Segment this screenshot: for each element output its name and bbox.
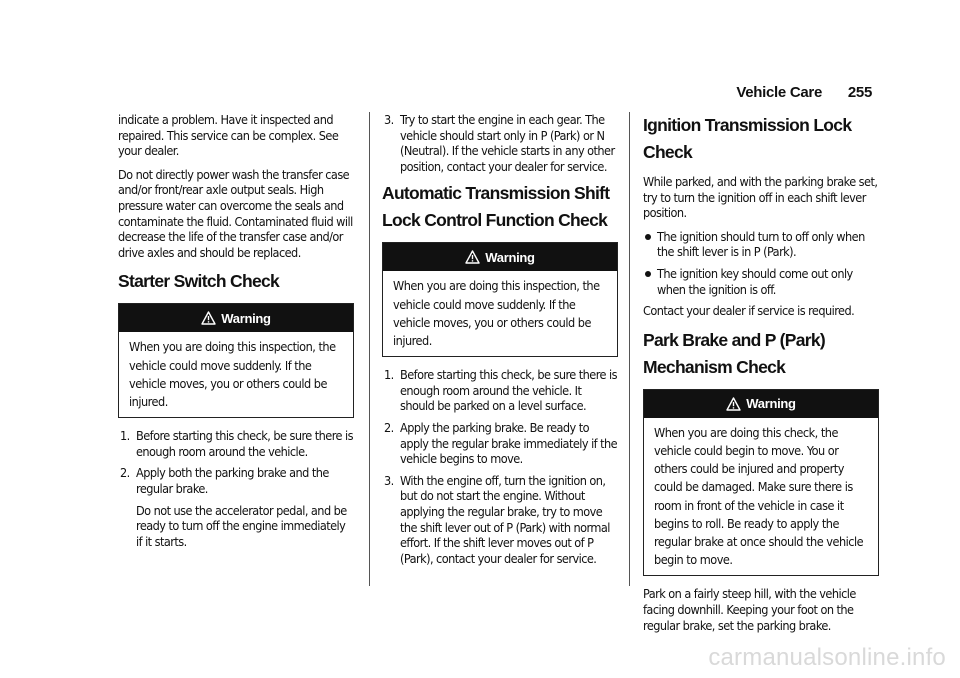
bullet-list — [643, 229, 879, 297]
ignition-lock-heading: Ignition Transmission Lock Check — [643, 115, 852, 162]
warning-box — [382, 242, 618, 357]
steps-list — [382, 367, 618, 566]
bullet-text: The ignition should turn to off only when the shift lever is in P (Park). — [657, 228, 865, 260]
warning-header — [644, 390, 878, 418]
list-item — [118, 428, 354, 459]
warning-title: Warning — [746, 396, 796, 412]
list-item — [118, 465, 354, 549]
watermark-text: carmanualsonline.info — [708, 644, 946, 671]
warning-box — [643, 389, 879, 577]
paragraph: Contact your dealer if service is required. — [643, 303, 855, 319]
paragraph: indicate a problem. Have it inspected and repaired. This service can be complex. See your dealer. — [118, 112, 339, 159]
step-number: 2. — [120, 465, 130, 481]
step-number: 2. — [384, 419, 394, 435]
bullet-icon — [645, 234, 651, 240]
step-subtext: Do not use the accelerator pedal, and be ready to turn off the engine immediately if it starts. — [136, 502, 347, 549]
warning-title: Warning — [485, 249, 535, 265]
list-item — [382, 367, 618, 414]
step-text: Apply both the parking brake and the regular brake. — [136, 465, 329, 496]
warning-text: When you are doing this inspection, the vehicle could move suddenly. If the vehicle moves, you or others could be injured. — [129, 339, 336, 409]
column-3 — [643, 112, 879, 641]
paragraph: Do not directly power wash the transfer case and/or front/rear axle output seals. High pressure water can overcome the seals and contaminate the fluid. Contaminated fluid will decrease the life of the transfer case and/or drive axles and should be replaced. — [118, 166, 353, 260]
warning-text: When you are doing this inspection, the vehicle could move suddenly. If the vehicle moves, you or others could be injured. — [393, 278, 600, 348]
warning-header — [119, 304, 353, 332]
steps-list — [382, 112, 618, 174]
column-2 — [382, 112, 618, 572]
warning-triangle-icon — [726, 397, 741, 411]
column-1 — [118, 112, 354, 555]
warning-text: When you are doing this check, the vehicle could begin to move. You or others could be injured and property could be damaged. Make sure there is room in front of the vehicle in case it begins to roll. Be ready to apply the regular brake at once should the vehicle begin to move. — [654, 424, 864, 568]
step-number: 3. — [384, 472, 394, 488]
warning-title: Warning — [221, 310, 271, 326]
warning-triangle-icon — [465, 250, 480, 264]
step-number: 1. — [120, 428, 130, 444]
warning-box — [118, 303, 354, 418]
section-title: Vehicle Care — [736, 84, 822, 101]
list-item — [382, 473, 618, 567]
starter-switch-heading: Starter Switch Check — [118, 271, 280, 292]
step-text: Try to start the engine in each gear. The vehicle should start only in P (Park) or N (Neutral). If the vehicle starts in any other position, contact your dealer for service. — [400, 112, 615, 174]
column-divider — [629, 112, 630, 586]
steps-list — [118, 428, 354, 549]
list-item — [382, 112, 618, 174]
warning-header — [383, 243, 617, 271]
step-number: 3. — [384, 112, 394, 127]
step-number: 1. — [384, 367, 394, 383]
list-item — [643, 229, 879, 260]
page-number: 255 — [847, 84, 872, 101]
step-text: With the engine off, turn the ignition on, but do not start the engine. Without applying the regular brake, try to move the shift lever out of P (Park) with normal effort. If the shift lever moves out of P (Park), contact your dealer for service. — [400, 472, 610, 566]
bullet-icon — [645, 271, 651, 277]
park-brake-heading: Park Brake and P (Park) Mechanism Check — [643, 329, 826, 377]
paragraph: While parked, and with the parking brake set, try to turn the ignition off in each shift lever position. — [643, 174, 878, 221]
step-text: Apply the parking brake. Be ready to apply the regular brake immediately if the vehicle begins to move. — [400, 419, 618, 467]
step-text: Before starting this check, be sure there is enough room around the vehicle. — [136, 428, 353, 459]
warning-triangle-icon — [201, 311, 216, 325]
page-header — [736, 84, 872, 101]
list-item — [643, 266, 879, 297]
bullet-text: The ignition key should come out only when the ignition is off. — [657, 265, 853, 297]
column-divider — [369, 112, 370, 586]
paragraph: Park on a fairly steep hill, with the vehicle facing downhill. Keeping your foot on the regular brake, set the parking brake. — [643, 586, 856, 633]
shift-lock-heading: Automatic Transmission Shift Lock Control Function Check — [382, 183, 610, 231]
step-text: Before starting this check, be sure there is enough room around the vehicle. It should be parked on a level surface. — [400, 367, 617, 414]
list-item — [382, 420, 618, 467]
